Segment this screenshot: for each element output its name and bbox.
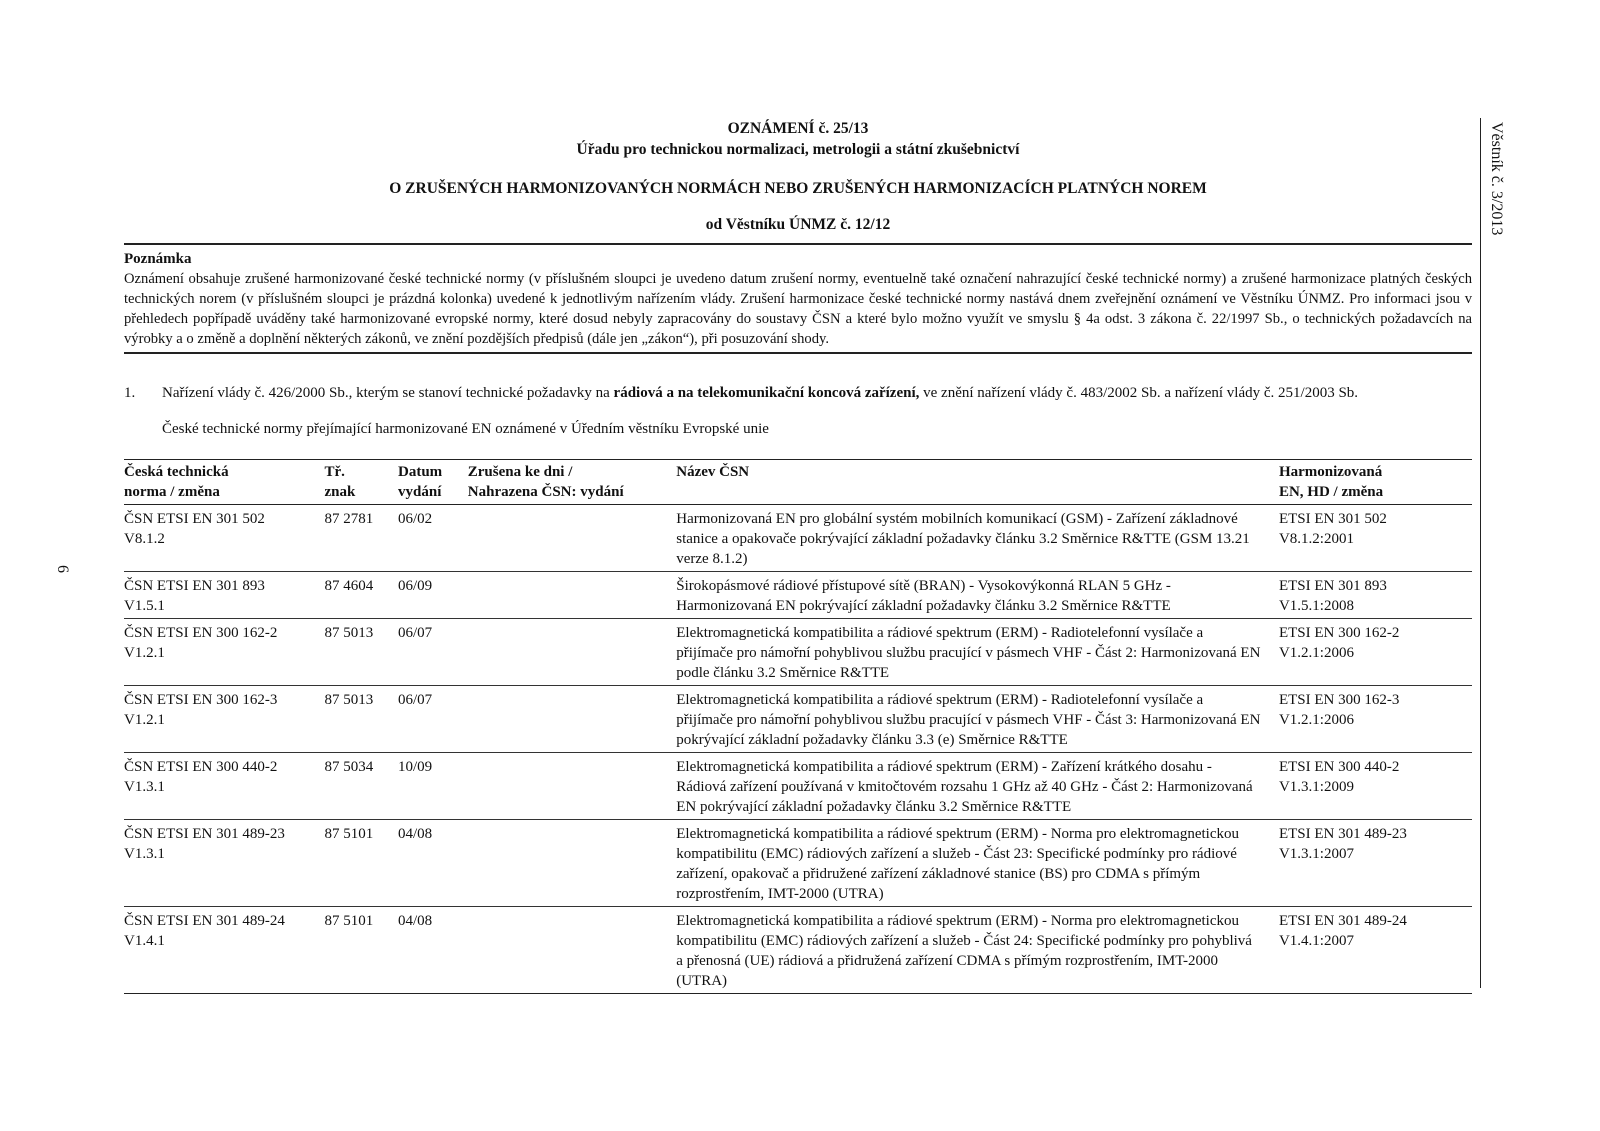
cell-date: 06/07 (398, 619, 468, 686)
cell-class: 87 5101 (324, 913, 374, 929)
table-row (124, 907, 1472, 994)
norms-table (124, 459, 1472, 994)
cell-cancelled (468, 686, 676, 753)
cell-class: 87 5013 (324, 686, 398, 753)
cell-date: 10/09 (398, 753, 468, 820)
cell-cancelled (468, 907, 676, 994)
cell-class: 87 5013 (324, 619, 398, 686)
item-text-after: ve znění nařízení vlády č. 483/2002 Sb. a nařízení vlády č. 251/2003 Sb. (919, 385, 1359, 401)
cell-norm: ČSN ETSI EN 301 489-23 V1.3.1 (124, 820, 324, 907)
cell-date: 04/08 (398, 913, 433, 929)
page-number: 6 (54, 565, 71, 573)
cell-cancelled (468, 619, 676, 686)
table-row (124, 686, 1472, 753)
cell-harmonized: ETSI EN 301 893 V1.5.1:2008 (1279, 572, 1472, 619)
header-class: Tř. znak (324, 460, 398, 505)
cell-date: 06/09 (398, 572, 468, 619)
table-subtitle: České technické normy přejímající harmonizované EN oznámené v Úředním věstníku Evropské unie (162, 421, 769, 437)
cell-cancelled (468, 572, 676, 619)
item-number: 1. (124, 385, 136, 401)
table-row (124, 820, 1472, 907)
note-title: Poznámka (124, 251, 192, 267)
cell-harmonized: ETSI EN 301 489-24 V1.4.1:2007 (1278, 913, 1407, 949)
header-harmonized: Harmonizovaná EN, HD / změna (1279, 460, 1472, 505)
item-text-bold: rádiová a na telekomunikační koncová zařízení, (613, 385, 920, 401)
table-row (124, 619, 1472, 686)
cell-date: 04/08 (398, 820, 468, 907)
header-date: Datum vydání (398, 460, 468, 505)
cell-cancelled (468, 753, 676, 820)
cell-name: Elektromagnetická kompatibilita a rádiové spektrum (ERM) - Norma pro elektromagnetickou kompatibilitu (EMC) rádiových zařízení a služeb - Část 24: Specifické podmínky pro pohyblivá a přenosná (UE) rádiová a přidružená zařízení CDMA s přímým rozprostřením, IMT-2000 (UTRA) (676, 913, 1252, 989)
cell-class: 87 5034 (324, 753, 398, 820)
header-cancelled: Zrušena ke dni / Nahrazena ČSN: vydání (468, 460, 676, 505)
cell-name: Elektromagnetická kompatibilita a rádiové spektrum (ERM) - Radiotelefonní vysílače a přijímače pro námořní pohyblivou službu pracující v pásmech VHF - Část 3: Harmonizovaná EN pokrývající základní požadavky článku 3.3 (e) Směrnice R&TTE (676, 686, 1279, 753)
journal-issue-label: Věstník č. 3/2013 (1488, 122, 1505, 236)
cell-norm: ČSN ETSI EN 301 502 V8.1.2 (124, 505, 324, 572)
cell-harmonized: ETSI EN 300 440-2 V1.3.1:2009 (1279, 753, 1472, 820)
note-text: Oznámení obsahuje zrušené harmonizované české technické normy (v příslušném sloupci je uvedeno datum zrušení normy, eventuelně také označení nahrazující české technické normy) a zrušené harmonizace platných českých technických norem (v příslušném sloupci je prázdná kolonka) uvedené k jednotlivým nařízením vlády. Zrušení harmonizace české technické normy nastává dnem zveřejnění oznámení ve Věstníku ÚNMZ. Pro informaci jsou v přehledech popřípadě uváděny také harmonizované evropské normy, které dosud nebyly zapracovány do soustavy ČSN a které bylo možno využít ve smyslu § 4a odst. 3 zákona č. 22/1997 Sb., o technických požadavcích na výrobky a o změně a doplnění některých zákonů, ve znění pozdějších předpisů (dále jen „zákon“), při posuzování shody. (124, 271, 1472, 347)
cell-cancelled (468, 505, 676, 572)
item-text-before: Nařízení vlády č. 426/2000 Sb., kterým se stanoví technické požadavky na (162, 385, 614, 401)
document-page (124, 118, 1472, 994)
cell-date: 06/07 (398, 686, 468, 753)
header-norm: Česká technická norma / změna (124, 460, 324, 505)
cell-name: Elektromagnetická kompatibilita a rádiové spektrum (ERM) - Norma pro elektromagnetickou kompatibilitu (EMC) rádiových zařízení a služeb - Část 23: Specifické podmínky pro rádiové zařízení, opakovač a přidružené zařízení základnové stanice (BS) pro CDMA s přímým rozprostřením, IMT-2000 (UTRA) (676, 820, 1279, 907)
cell-norm: ČSN ETSI EN 300 440-2 V1.3.1 (124, 753, 324, 820)
header-name: Název ČSN (676, 460, 1279, 505)
cell-name: Elektromagnetická kompatibilita a rádiové spektrum (ERM) - Radiotelefonní vysílače a přijímače pro námořní pohyblivou službu pracující v pásmech VHF - Část 2: Harmonizovaná EN podle článku 3.2 Směrnice R&TTE (676, 619, 1279, 686)
document-topic: O ZRUŠENÝCH HARMONIZOVANÝCH NORMÁCH NEBO ZRUŠENÝCH HARMONIZACÍCH PLATNÝCH NOREM (389, 180, 1207, 197)
margin-rule (1480, 118, 1501, 988)
cell-harmonized: ETSI EN 301 489-23 V1.3.1:2007 (1279, 820, 1472, 907)
cell-class: 87 4604 (324, 572, 398, 619)
table-row (124, 753, 1472, 820)
table-row (124, 505, 1472, 572)
cell-harmonized: ETSI EN 300 162-3 V1.2.1:2006 (1279, 686, 1472, 753)
cell-name: Širokopásmové rádiové přístupové sítě (BRAN) - Vysokovýkonná RLAN 5 GHz - Harmonizovaná EN pokrývající základní požadavky článku 3.2 Směrnice R&TTE (676, 572, 1279, 619)
cell-norm: ČSN ETSI EN 300 162-3 V1.2.1 (124, 686, 324, 753)
cell-date: 06/02 (398, 505, 468, 572)
document-reference: od Věstníku ÚNMZ č. 12/12 (705, 216, 891, 233)
cell-harmonized: ETSI EN 300 162-2 V1.2.1:2006 (1279, 619, 1472, 686)
cell-class: 87 2781 (324, 505, 398, 572)
cell-norm: ČSN ETSI EN 301 489-24 V1.4.1 (124, 913, 285, 949)
regulation-item (124, 383, 1472, 403)
cell-class: 87 5101 (324, 820, 398, 907)
document-title: OZNÁMENÍ č. 25/13 (727, 120, 869, 137)
cell-norm: ČSN ETSI EN 300 162-2 V1.2.1 (124, 619, 324, 686)
issuing-authority: Úřadu pro technickou normalizaci, metrologii a státní zkušebnictví (576, 141, 1020, 158)
cell-harmonized: ETSI EN 301 502 V8.1.2:2001 (1279, 505, 1472, 572)
item-text (162, 383, 1472, 403)
cell-name: Harmonizovaná EN pro globální systém mobilních komunikací (GSM) - Zařízení základnové stanice a opakovače pokrývající základní požadavky článku 3.2 Směrnice R&TTE (GSM 13.21 verze 8.1.2) (676, 505, 1279, 572)
cell-cancelled (468, 820, 676, 907)
note-box (124, 243, 1472, 354)
table-row (124, 572, 1472, 619)
table-header-row (124, 460, 1472, 505)
cell-norm: ČSN ETSI EN 301 893 V1.5.1 (124, 572, 324, 619)
cell-name: Elektromagnetická kompatibilita a rádiové spektrum (ERM) - Zařízení krátkého dosahu - Rádiová zařízení používaná v kmitočtovém rozsahu 1 GHz až 40 GHz - Část 2: Harmonizovaná EN pokrývající základní požadavky článku 3.2 Směrnice R&TTE (676, 753, 1279, 820)
